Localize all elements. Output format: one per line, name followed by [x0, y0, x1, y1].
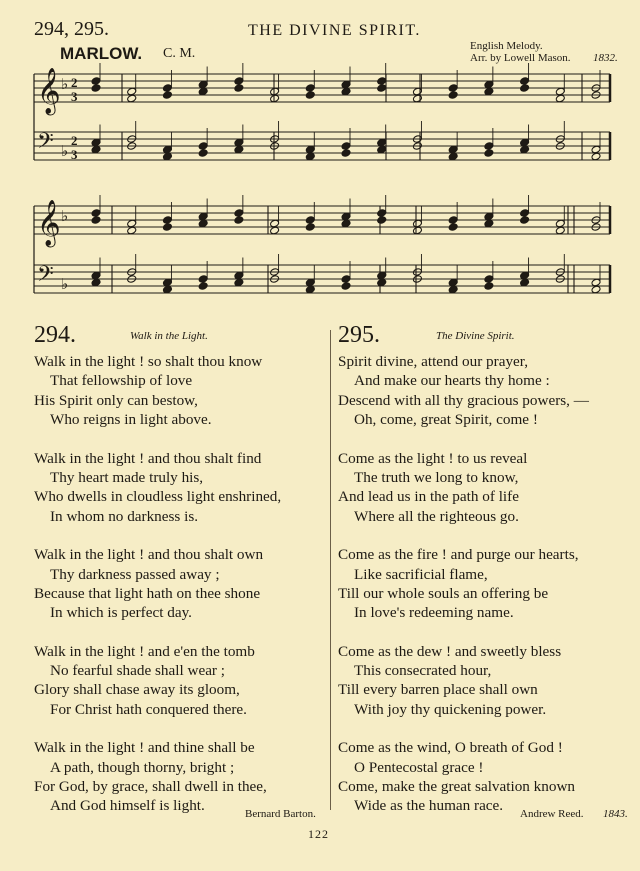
verse-line: Thy darkness passed away ;: [50, 565, 220, 583]
verse-line: Walk in the light ! and e'en the tomb: [34, 642, 255, 660]
svg-text:♭: ♭: [61, 209, 69, 225]
verse-line: Walk in the light ! so shalt thou know: [34, 353, 263, 370]
verse-line: This consecrated hour,: [354, 662, 492, 680]
bass-clef: 𝄢: [37, 129, 54, 159]
verse-line: In whom no darkness is.: [50, 507, 199, 525]
verse-line: Come, make the great salvation known: [338, 778, 576, 795]
hymn-295-title: The Divine Spirit.: [436, 330, 515, 342]
meter: C. M.: [163, 46, 196, 61]
svg-text:♭: ♭: [61, 77, 69, 93]
hymn-numbers: 294, 295.: [34, 18, 109, 40]
verse-line: Walk in the light ! and thou shalt find: [34, 449, 262, 467]
verse-line: And God himself is light.: [50, 797, 205, 815]
verse-line: Spirit divine, attend our prayer,: [338, 353, 529, 370]
svg-text:3: 3: [71, 89, 78, 104]
verse-line: Where all the righteous go.: [354, 507, 519, 525]
hymn-294-author: Bernard Barton.: [245, 808, 316, 820]
treble-clef: 𝄞: [37, 68, 61, 114]
credit-melody: English Melody.: [470, 40, 543, 52]
hymn-295-author: Andrew Reed.: [520, 808, 584, 820]
staves: [34, 63, 610, 294]
verse-line: Come as the wind, O breath of God !: [338, 739, 563, 757]
verse-line: And make our hearts thy home :: [354, 372, 550, 390]
verse-line: Thy heart made truly his,: [50, 468, 204, 486]
verse-line: Walk in the light ! and thine shall be: [34, 739, 255, 757]
credit-arranger: Arr. by Lowell Mason.: [470, 52, 571, 64]
verse-line: Wide as the human race.: [354, 797, 504, 815]
verse-line: No fearful shade shall wear ;: [50, 662, 226, 680]
verse-line: And lead us in the path of life: [338, 488, 519, 506]
hymn-294-number: 294.: [34, 322, 76, 348]
svg-text:2: 2: [71, 75, 78, 90]
running-title: THE DIVINE SPIRIT.: [248, 22, 421, 39]
svg-text:♭: ♭: [61, 144, 69, 160]
verse-line: Come as the light ! to us reveal: [338, 449, 528, 467]
svg-text:2: 2: [71, 133, 78, 148]
verse-line: His Spirit only can bestow,: [34, 391, 198, 409]
verse-line: Oh, come, great Spirit, come !: [354, 410, 538, 428]
svg-text:♭: ♭: [61, 277, 69, 293]
hymn-295-author-year: 1843.: [603, 808, 628, 820]
verse-line: Come as the fire ! and purge our hearts,: [338, 546, 579, 564]
column-divider: [330, 330, 331, 810]
verse-line: Glory shall chase away its gloom,: [34, 681, 240, 699]
verse-line: Walk in the light ! and thou shalt own: [34, 546, 264, 564]
tune-name: MARLOW.: [60, 44, 143, 63]
credit-year: 1832.: [593, 52, 618, 64]
verse-line: For Christ hath conquered there.: [50, 700, 247, 718]
verse-line: Who reigns in light above.: [50, 410, 212, 428]
svg-text:3: 3: [71, 147, 78, 162]
verse-line: Come as the dew ! and sweetly bless: [338, 642, 562, 660]
verse-line: That fellowship of love: [50, 372, 193, 390]
music-score: [0, 0, 640, 320]
verse-line: Because that light hath on thee shone: [34, 584, 261, 602]
verse-line: Till every barren place shall own: [338, 681, 538, 699]
verse-line: The truth we long to know,: [354, 468, 519, 486]
page-number: 122: [308, 827, 329, 841]
verse-line: With joy thy quickening power.: [354, 700, 547, 718]
verse-line: A path, though thorny, bright ;: [50, 758, 235, 776]
verse-line: Till our whole souls an offering be: [338, 584, 549, 602]
verse-line: Who dwells in cloudless light enshrined,: [34, 488, 282, 506]
verse-line: Like sacrificial flame,: [354, 565, 488, 583]
verse-line: In love's redeeming name.: [354, 604, 514, 622]
treble-clef: 𝄞: [37, 200, 61, 246]
verse-line: O Pentecostal grace !: [354, 758, 484, 776]
hymn-295-number: 295.: [338, 322, 380, 348]
verse-line: For God, by grace, shall dwell in thee,: [34, 778, 267, 795]
bass-clef: 𝄢: [37, 262, 54, 292]
verse-line: Descend with all thy gracious powers, —: [338, 391, 589, 409]
verse-line: In which is perfect day.: [50, 604, 192, 622]
hymn-294-title: Walk in the Light.: [130, 330, 208, 342]
